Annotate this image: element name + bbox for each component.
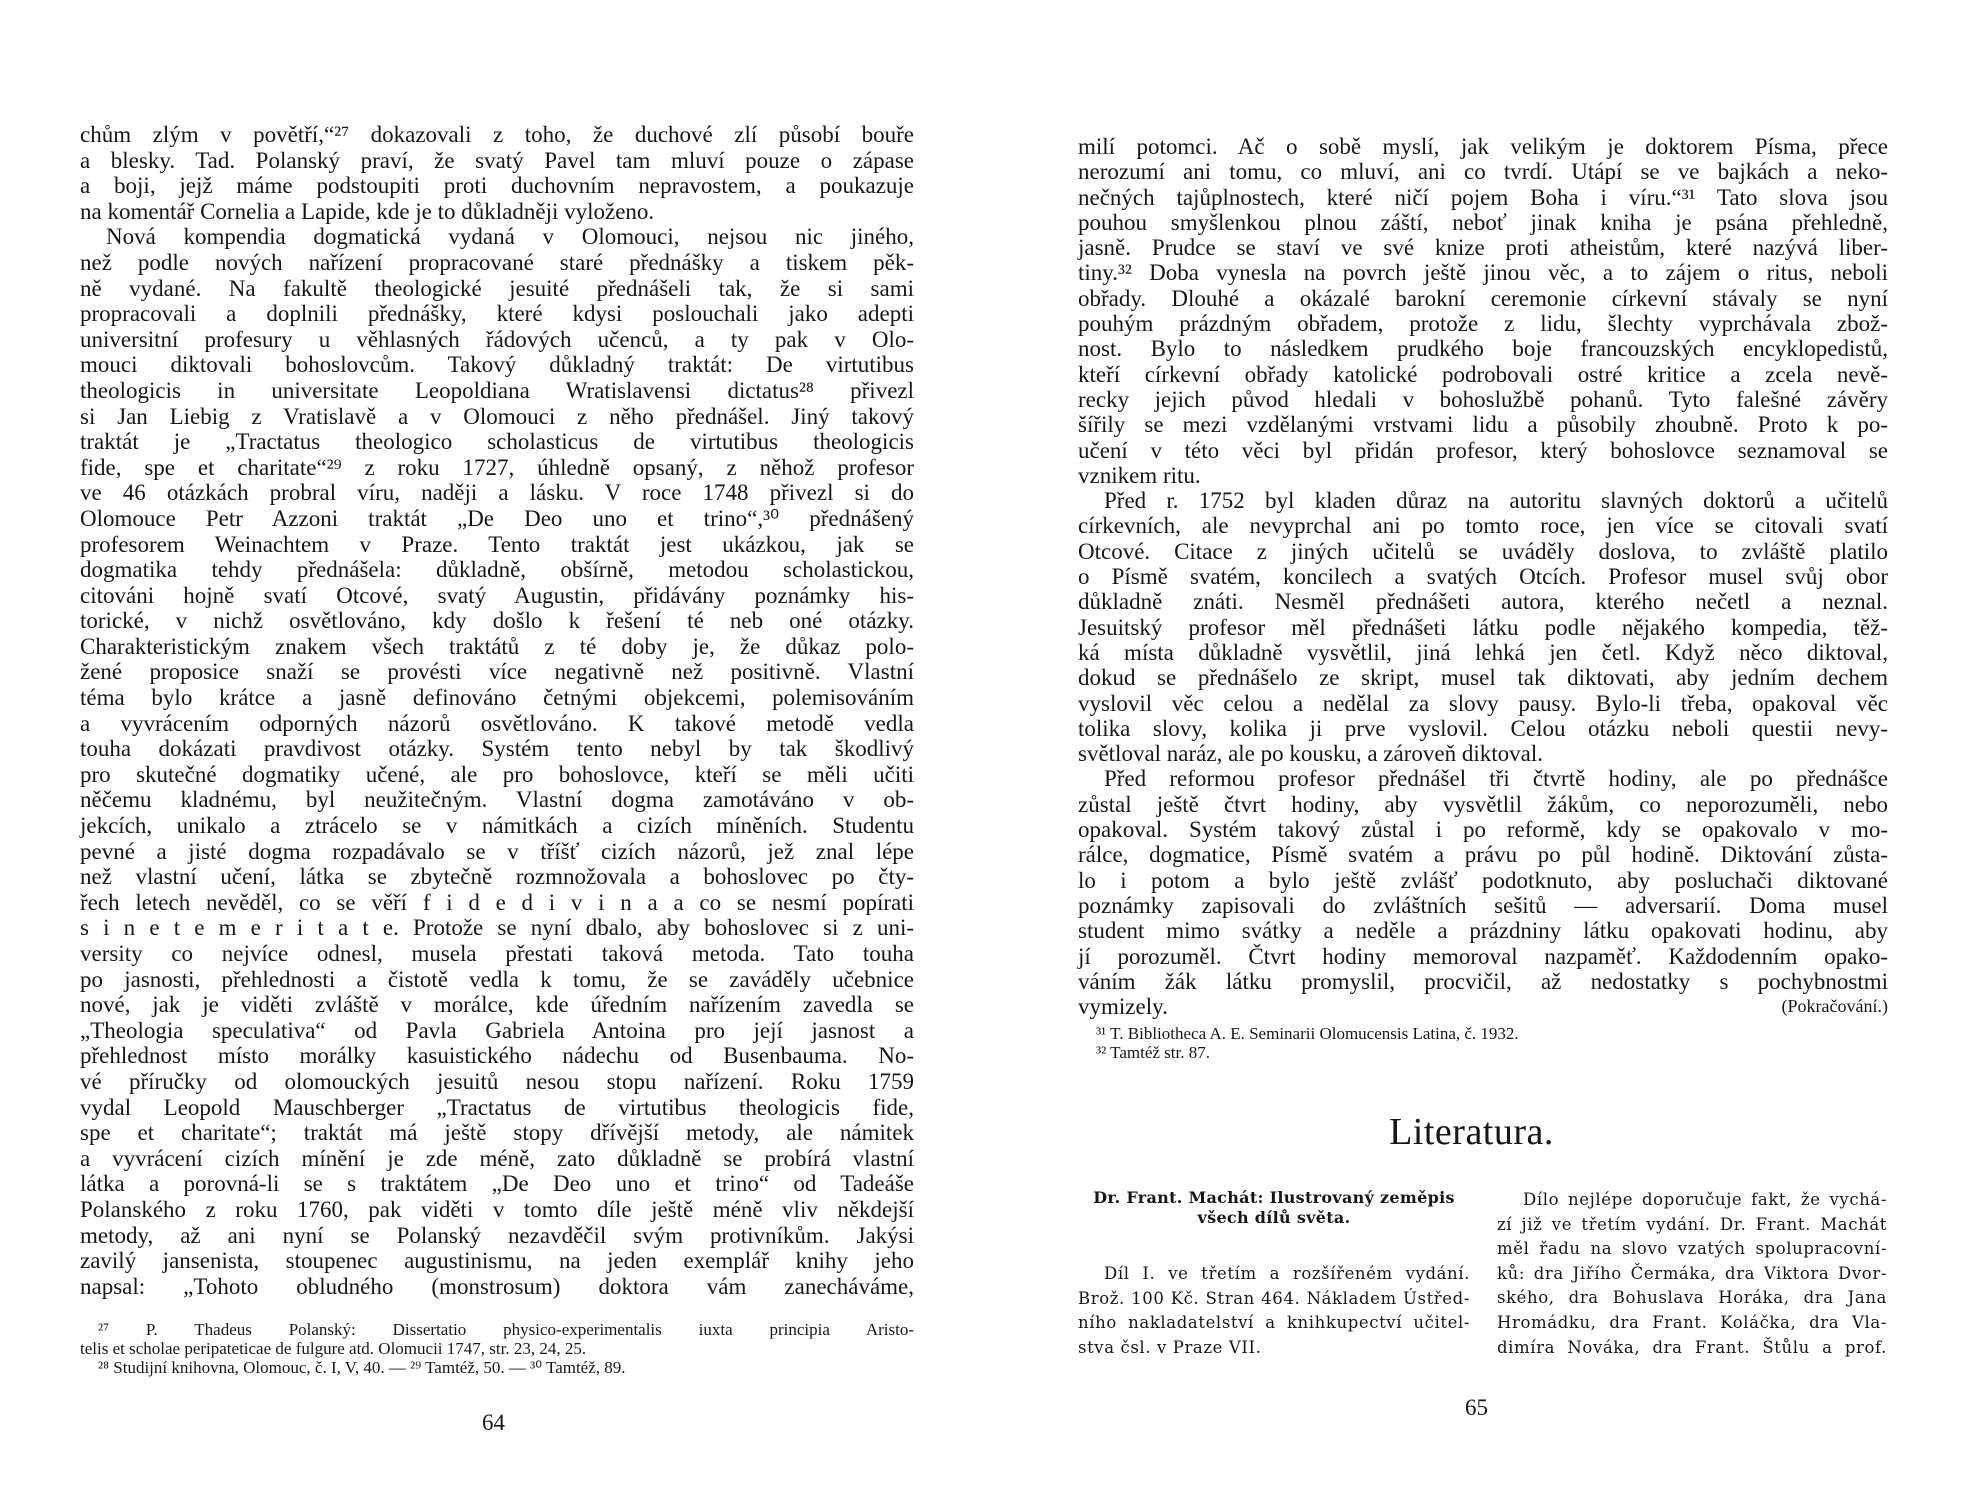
text-line: světloval naráz, ale po kousku, a zároveň diktoval. — [1078, 741, 1543, 767]
text-line: něčemu kladnému, byl neužitečným. Vlastní dogma zamotáváno v ob- — [80, 787, 914, 813]
text-line: kteří církevní obřady katolické podrobovali ostré kritice a zcela nevě- — [1078, 361, 1888, 387]
continuation-note: (Pokračování.) — [1781, 996, 1888, 1017]
text-line: téma bylo krátce a jasně definováno četnými objekcemi, polemisováním — [80, 685, 914, 711]
review-text-line: ního nakladatelství a knihkupectví učitel- — [1078, 1313, 1470, 1333]
text-line: napsal: „Tohoto obludného (monstrosum) doktora vám zanecháváme, — [80, 1273, 914, 1299]
text-line: s i n e t e m e r i t a t e. Protože se nyní dbalo, aby bohoslovec si z uni- — [80, 915, 914, 941]
left-footnotes — [80, 1320, 914, 1377]
text-line: jekcích, unikalo a ztrácelo se v námitkách a cizích míněních. Studentu — [80, 813, 914, 839]
text-line: traktát je „Tractatus theologico scholasticus de virtutibus theologicis — [80, 429, 914, 455]
page-number-right: 65 — [1465, 1395, 1488, 1420]
text-line: žené proposice snaží se provésti více negativně než positivně. Vlastní — [80, 659, 914, 685]
text-line: nost. Bylo to následkem prudkého boje francouzských encyklopedistů, — [1078, 336, 1888, 362]
text-line: torické, v nichž osvětlováno, kdy došlo k řešení té neb oné otázky. — [80, 608, 914, 634]
text-line: obřady. Dlouhé a okázalé barokní ceremonie církevní stávaly se nyní — [1078, 285, 1888, 311]
text-line: versity co nejvíce odnesl, musela přestati taková metoda. Tato touha — [80, 941, 914, 966]
text-line: ně vydané. Na fakultě theologické jesuité přednášeli tak, že si sami — [80, 275, 914, 301]
text-line: chům zlým v povětří,“²⁷ dokazovali z toho, že duchové zlí působí bouře — [80, 122, 914, 147]
text-line: tolika slovy, kolika ji prve vyslovil. Celou otázku neboli questii nevy- — [1078, 715, 1888, 741]
text-line: Otcové. Citace z jiných učitelů se uváděly doslova, to zvláště platilo — [1078, 538, 1888, 564]
text-line: přehlednost místo morálky kasuistického nádechu od Busenbauma. No- — [80, 1043, 914, 1069]
review-text-line: stva čsl. v Praze VII. — [1078, 1337, 1262, 1357]
text-line: propracovali a doplnili přednášky, které kdysi poslouchali jako adepti — [80, 301, 914, 327]
text-line: zůstal ještě čtvrt hodiny, aby vysvětlil žákům, co neporozuměli, nebo — [1078, 791, 1888, 817]
text-line: pouhou smyšlenkou plnou záští, neboť jinak kniha je psána přehledně, — [1078, 209, 1888, 235]
right-body-text — [1078, 134, 1888, 1019]
text-line: vé příručky od olomouckých jesuitů nesou stopu nařízení. Roku 1759 — [80, 1068, 914, 1094]
text-line: vymizely. (Pokračování.) — [1078, 994, 1888, 1020]
text-line: theologicis in universitate Leopoldiana Wratislavensi dictatus²⁸ přivezl — [80, 377, 914, 403]
text-line: nerozumí ani tomu, co mluví, ani co tvrdí. Utápí se ve bajkách a neko- — [1078, 159, 1888, 185]
text-line: důkladně znáti. Nesměl přednášeti autora, kterého nečetl a neznal. — [1078, 589, 1888, 615]
text-line: mouci diktovali bohoslovcům. Takový důkladný traktát: De virtutibus — [80, 352, 914, 378]
text-line: profesorem Weinachtem v Praze. Tento traktát jest ukázkou, jak se — [80, 531, 914, 557]
text-line: dokud se přednášelo ze skript, musel tak diktovati, aby jedním dechem — [1078, 665, 1888, 691]
text-line: citováni hojně svatí Otcové, svatý Augustin, přidávány poznámky his- — [80, 582, 914, 608]
text-line: lo i potom a bylo ještě zvlášť podotknuto, aby posluchači diktované — [1078, 867, 1888, 893]
review-text-line: dimíra Nováka, dra Frant. Štůlu a prof. — [1497, 1337, 1887, 1357]
text-line: než podle nových nařízení propracované staré přednášky a tiskem pěk- — [80, 249, 914, 275]
text-line: pouhým prázdným obřadem, protože z lidu, šlechty vyprchávala zbož- — [1078, 311, 1888, 337]
text-line: vznikem ritu. — [1078, 462, 1201, 488]
text-line: Polanského z roku 1760, pak viděti v tomto díle ještě méně vliv někdejší — [80, 1196, 914, 1222]
text-line: vyslovil věc celou a nedělal za slovy pausy. Bylo-li třeba, opakoval věc — [1078, 690, 1888, 716]
text-line: touha dokázati pravdivost otázky. Systém tento nebyl by tak škodlivý — [80, 736, 914, 762]
text-line: metody, až ani nyní se Polanský nezavděčil svým protivníkům. Jakýsi — [80, 1222, 914, 1248]
text-line: váním žák látku promyslil, procvičil, až nedostatky s pochybnostmi — [1078, 968, 1888, 994]
footnote: ³² Tamtéž str. 87. — [1096, 1043, 1210, 1062]
footnote: ²⁷ P. Thadeus Polanský: Dissertatio physico-experimentalis iuxta principia Aristo- — [98, 1320, 914, 1339]
left-body-text — [80, 122, 914, 1299]
text-line: na komentář Cornelia a Lapide, kde je to důkladněji vyloženo. — [80, 198, 655, 224]
text-line: nové, jak je viděti zvláště v morálce, kde úředním nařízením zavedla se — [80, 992, 914, 1018]
paragraph — [1078, 766, 1888, 1019]
text-line: pro skutečné dogmatiky učené, ale pro bohoslovce, kteří se měli učiti — [80, 761, 914, 787]
review-column-right — [1497, 1188, 1887, 1360]
review-details — [1078, 1262, 1470, 1360]
text-line: ká místa důkladně vysvětlil, jiná lehká jen četl. Když něco diktoval, — [1078, 639, 1888, 665]
text-line: a boji, jejž máme podstoupiti proti duchovním nepravostem, a poukazuje — [80, 173, 914, 199]
text-line: recky jejich původ hledali v bohoslužbě pohanů. Tyto falešné závěry — [1078, 386, 1888, 412]
text-line: po jasnosti, přehlednosti a čistotě vedla k tomu, že se zaváděly učebnice — [80, 966, 914, 992]
text-line: jí porozuměl. Čtvrt hodiny memoroval nazpaměť. Každodenním opako- — [1078, 943, 1888, 969]
text-line: nečných tajůplnostech, které ničí pojem Boha i víru.“³¹ Tato slova jsou — [1078, 184, 1888, 210]
text-line: „Theologia speculativa“ od Pavla Gabriela Antoina pro její jasnost a — [80, 1017, 914, 1043]
footnote: telis et scholae peripateticae de fulgure atd. Olomucii 1747, str. 23, 24, 25. — [80, 1339, 587, 1358]
paragraph — [80, 224, 914, 1299]
review-text-line: měl řadu na slovo vzatých spolupracovní- — [1497, 1239, 1887, 1259]
text-line: student mimo svátky a neděle a prázdniny látku opakovati hodinu, aby — [1078, 918, 1888, 944]
right-footnotes — [1078, 1024, 1678, 1062]
text-line: poznámky zapisovali do zvláštních sešitů — adversarií. Doma musel — [1078, 892, 1888, 918]
text-line: milí potomci. Ač o sobě myslí, jak velikým je doktorem Písma, přece — [1078, 134, 1888, 159]
review-text-line: Dílo nejlépe doporučuje fakt, že vychá- — [1523, 1190, 1887, 1209]
review-text-line: Brož. 100 Kč. Stran 464. Nákladem Ústřed- — [1078, 1288, 1470, 1308]
text-line: spe et charitate“; traktát má ještě stopy dřívější metody, ale námitek — [80, 1120, 914, 1146]
review-column-left — [1078, 1188, 1470, 1360]
text-line: a vyvrácení cizích mínění je zde méně, zato důkladně se probírá vlastní — [80, 1145, 914, 1171]
text-line: opakoval. Systém takový zůstal i po reformě, kdy se opakovalo v mo- — [1078, 817, 1888, 843]
text-line: učení v této věci byl přidán profesor, který bohoslovce seznamoval se — [1078, 437, 1888, 463]
text-line: Olomouce Petr Azzoni traktát „De Deo uno et trino“,³⁰ přednášený — [80, 505, 914, 531]
review-title-line: Dr. Frant. Machát: Ilustrovaný zeměpis — [1093, 1188, 1455, 1207]
text-line: šířily se mezi vzdělanými vrstvami lidu a působily zhoubně. Proto k po- — [1078, 412, 1888, 438]
text-line: Nová kompendia dogmatická vydaná v Olomouci, nejsou nic jiného, — [106, 224, 914, 250]
text-line: universitní profesury u věhlasných řádových učenců, a ty pak v Olo- — [80, 326, 914, 352]
paragraph — [1078, 488, 1888, 766]
review-title-line: všech dílů světa. — [1197, 1208, 1351, 1227]
footnote: ³¹ T. Bibliotheca A. E. Seminarii Olomucensis Latina, č. 1932. — [1096, 1024, 1519, 1043]
text-line: Před reformou profesor přednášel tři čtvrtě hodiny, ale po přednášce — [1104, 766, 1888, 792]
text-line: si Jan Liebig z Vratislavě a v Olomouci z něho přednášel. Jiný takový — [80, 403, 914, 429]
text-line: vydal Leopold Mauschberger „Tractatus de virtutibus theologicis fide, — [80, 1094, 914, 1120]
text-line: Charakteristickým znakem všech traktátů z té doby je, že důkaz polo- — [80, 633, 914, 659]
review-text-line: Hromádku, dra Frant. Koláčka, dra Vla- — [1497, 1312, 1887, 1332]
text-line: církevních, ale nevyprchal ani po tomto roce, jen více se citovali svatí — [1078, 513, 1888, 539]
review-title — [1078, 1188, 1470, 1228]
text-line: zavilý jansenista, stoupenec augustinismu, na jeden exemplář knihy jeho — [80, 1248, 914, 1274]
text-line: fide, spe et charitate“²⁹ z roku 1727, úhledně opsaný, z něhož profesor — [80, 454, 914, 480]
text-line: jasně. Prudce se staví ve své knize proti atheistům, které nazývá liber- — [1078, 235, 1888, 261]
text-line: Před r. 1752 byl kladen důraz na autoritu slavných doktorů a učitelů — [1104, 488, 1888, 514]
literature-heading: Literatura. — [1389, 1111, 1554, 1153]
text-line: Jesuitský profesor měl přednášeti látku podle nějakého kompedia, těž- — [1078, 614, 1888, 640]
text-line: tiny.³² Doba vynesla na povrch ještě jinou věc, a to zájem o ritus, neboli — [1078, 260, 1888, 286]
text-line: řech letech nevěděl, co se věří f i d e d i v i n a a co se nesmí popírati — [80, 889, 914, 915]
text-line: rálce, dogmatice, Písmě svatém a právu po půl hodině. Diktování zůsta- — [1078, 842, 1888, 868]
text-line: než vlastní učení, látka se zbytečně rozmnožovala a bohoslovec po čty- — [80, 864, 914, 890]
review-text-line: ků: dra Jiřího Čermáka, dra Viktora Dvor- — [1497, 1263, 1887, 1283]
right-page — [981, 0, 1962, 1500]
footnote: ²⁸ Studijní knihovna, Olomouc, č. I, V, 40. — ²⁹ Tamtéž, 50. — ³⁰ Tamtéž, 89. — [98, 1358, 626, 1377]
paragraph — [80, 122, 914, 224]
paragraph — [1078, 134, 1888, 488]
text-line: a blesky. Tad. Polanský praví, že svatý Pavel tam mluví pouze o zápase — [80, 147, 914, 173]
text-line: pevné a jisté dogma rozpadávalo se v tříšť cizích názorů, jež znal lépe — [80, 838, 914, 864]
text-line: látka a porovná-li se s traktátem „De Deo uno et trino“ od Tadeáše — [80, 1171, 914, 1197]
review-text-line: zí již ve třetím vydání. Dr. Frant. Machát — [1497, 1214, 1887, 1234]
text-line: o Písmě svatém, koncilech a svatých Otcích. Profesor musel svůj obor — [1078, 564, 1888, 590]
review-text-line: ského, dra Bohuslava Horáka, dra Jana — [1497, 1288, 1887, 1308]
page-number-left: 64 — [482, 1410, 505, 1435]
text-line: ve 46 otázkách probral víru, naději a lásku. V roce 1748 přivezl si do — [80, 480, 914, 506]
text-line: dogmatika tehdy přednášela: důkladně, obšírně, metodou scholastickou, — [80, 557, 914, 583]
text-line: a vyvrácením odporných názorů osvětlováno. K takové metodě vedla — [80, 710, 914, 736]
review-text-line: Díl I. ve třetím a rozšířeném vydání. — [1104, 1264, 1470, 1283]
